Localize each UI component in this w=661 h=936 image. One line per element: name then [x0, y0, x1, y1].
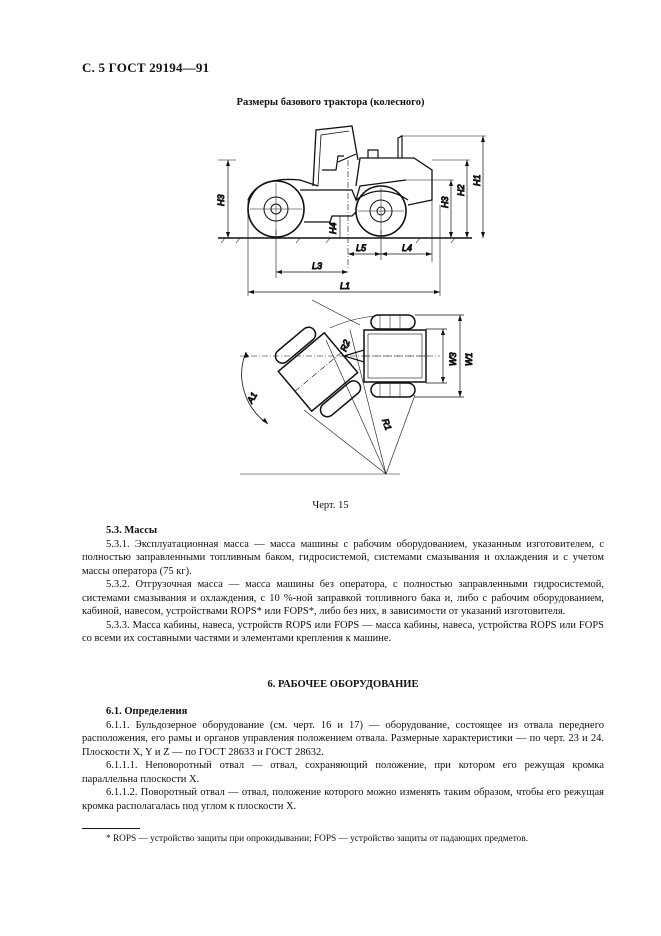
- label-h4: H4: [328, 222, 338, 234]
- section-6-1-heading: 6.1. Определения: [106, 706, 188, 717]
- paragraph-6-1-1-2: 6.1.1.2. Поворотный отвал — отвал, положение которого можно изменять таким образом, чтобы его режущая кромка располагалась под углом к плоскости X.: [82, 787, 604, 812]
- label-h3-right: H3: [440, 196, 450, 208]
- paragraph-6-1-1: 6.1.1. Бульдозерное оборудование (см. черт. 16 и 17) — оборудование, состоящее из отвала переднего расположения, его рамы и органов управления положением отвала. Размерные характеристики — по черт. 23 и 24. Плоскости X, Y и Z — по ГОСТ 28633 и ГОСТ 28632.: [82, 719, 604, 758]
- label-w1: W1: [464, 352, 474, 366]
- page-header: С. 5 ГОСТ 29194—91: [82, 60, 210, 75]
- label-l1: L1: [340, 281, 351, 291]
- label-h1: H1: [472, 174, 482, 186]
- label-a1: A1: [245, 390, 260, 405]
- tractor-side-view: [218, 126, 486, 296]
- section-6-1: [82, 705, 604, 813]
- label-h2: H2: [456, 184, 466, 196]
- paragraph-5-3-1: 5.3.1. Эксплуатационная масса — масса машины с рабочим оборудованием, указанным изготовителем, с полностью заправленными топливным баком, гидросистемой, системами смазывания и охлаждения и с учетом массы оператора (75 кг).: [82, 538, 604, 577]
- paragraph-6-1-1-1: 6.1.1.1. Неповоротный отвал — отвал, сохраняющий положение, при котором его режущая кромка параллельна плоскости X.: [82, 760, 604, 785]
- paragraph-5-3-3: 5.3.3. Масса кабины, навеса, устройств ROPS или FOPS — масса кабины, навеса, устройства ROPS или FOPS со всеми их составными частями и элементами крепления к машине.: [82, 619, 604, 644]
- figure-title: Размеры базового трактора (колесного): [236, 97, 425, 108]
- footnote-divider: [82, 828, 140, 829]
- section-5-3-heading: 5.3. Массы: [106, 525, 158, 536]
- label-r1: R1: [380, 417, 394, 432]
- label-l5: L5: [356, 243, 367, 253]
- tractor-top-view: [240, 300, 440, 474]
- label-l4: L4: [402, 243, 413, 253]
- section-6-heading: 6. РАБОЧЕЕ ОБОРУДОВАНИЕ: [267, 679, 419, 690]
- label-l3: L3: [312, 261, 323, 271]
- section-5-3: [82, 524, 604, 646]
- label-h3-left: H3: [216, 194, 226, 206]
- footnote: * ROPS — устройство защиты при опрокидывании; FOPS — устройство защиты от падающих предметов.: [106, 834, 529, 844]
- label-w3: W3: [448, 352, 458, 366]
- figure-caption: Черт. 15: [312, 500, 349, 511]
- paragraph-5-3-2: 5.3.2. Отгрузочная масса — масса машины без оператора, с полностью заправленными гидросистемой, системами смазывания и охлаждения, с 10 %-ной заправкой топливного бака и, либо с рабочим оборудованием, кабиной, навесом, устройствами ROPS* или FOPS*, либо без них, в зависимости от указаний изготовителя.: [82, 579, 604, 617]
- label-r2: R2: [338, 338, 352, 353]
